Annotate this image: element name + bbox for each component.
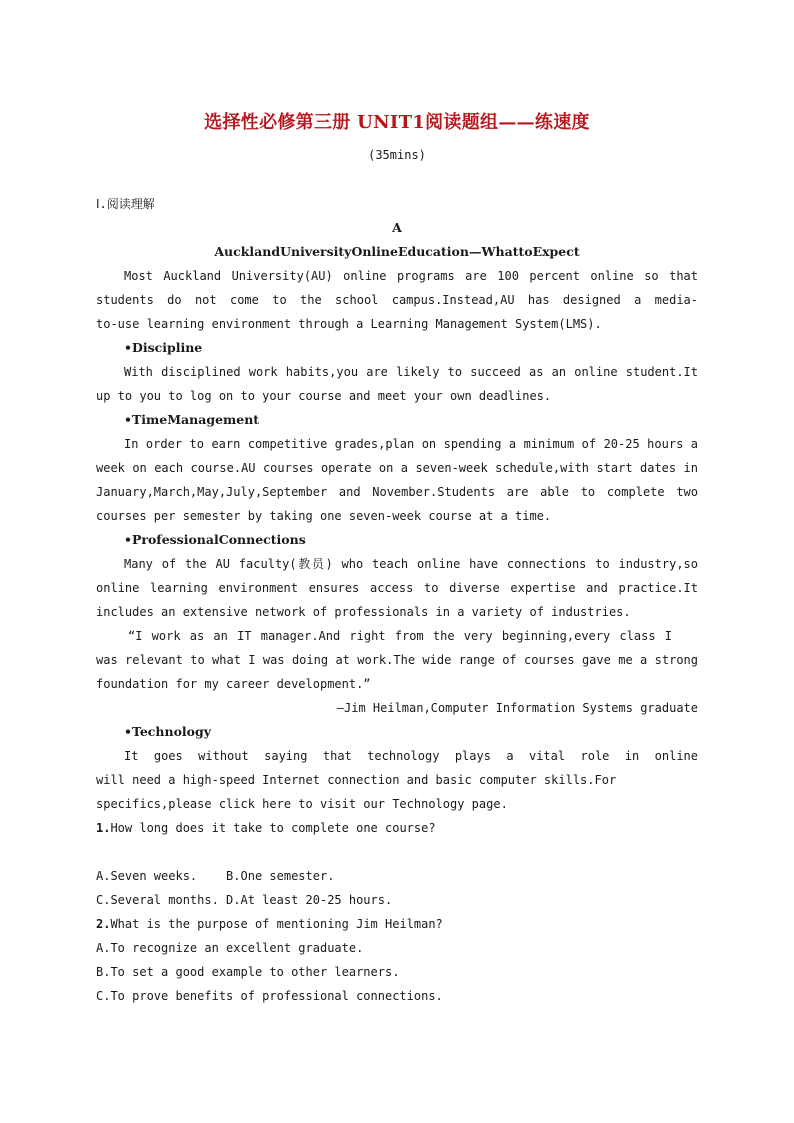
paragraph-line: will need a high-speed Internet connection and basic computer skills.For xyxy=(96,773,617,787)
section-heading-time-management: •TimeManagement xyxy=(124,412,260,427)
quote-author: —Jim Heilman,Computer Information Systems graduate xyxy=(336,701,698,715)
question-2-option-c: C.To prove benefits of professional connections. xyxy=(96,989,443,1003)
paragraph-line: students do not come to the school campus.Instead,AU has designed a media- xyxy=(96,293,698,307)
question-number: 2. xyxy=(96,917,111,931)
paragraph-line: courses per semester by taking one seven-week course at a time. xyxy=(96,509,552,523)
quote-line: was relevant to what I was doing at work.The wide range of courses gave me a strong xyxy=(96,653,698,667)
paragraph-line: online learning environment ensures access to diverse expertise and practice.It xyxy=(96,581,698,595)
question-2-option-a: A.To recognize an excellent graduate. xyxy=(96,941,364,955)
time-limit: (35mins) xyxy=(368,148,426,162)
passage-letter: A xyxy=(392,220,402,235)
section-heading-technology: •Technology xyxy=(124,724,212,739)
section-heading-professional-connections: •ProfessionalConnections xyxy=(124,532,306,547)
paragraph-line: includes an extensive network of professionals in a variety of industries. xyxy=(96,605,631,619)
question-1-options-row-1: A.Seven weeks. B.One semester. xyxy=(96,869,335,883)
question-1 xyxy=(96,816,698,840)
paragraph-line: With disciplined work habits,you are likely to succeed as an online student.It xyxy=(124,365,698,379)
quote-line: foundation for my career development.” xyxy=(96,677,371,691)
question-1-options-row-2: C.Several months. D.At least 20-25 hours. xyxy=(96,893,393,907)
question-number: 1. xyxy=(96,821,111,835)
paragraph-line: up to you to log on to your course and meet your own deadlines. xyxy=(96,389,552,403)
section-heading-discipline: •Discipline xyxy=(124,340,203,355)
paragraph-line: January,March,May,July,September and November.Students are able to complete two xyxy=(96,485,698,499)
paragraph-line: Most Auckland University(AU) online programs are 100 percent online so that xyxy=(124,269,698,283)
question-2-option-b: B.To set a good example to other learners. xyxy=(96,965,400,979)
question-text: What is the purpose of mentioning Jim Heilman? xyxy=(110,917,443,931)
paragraph-line: Many of the AU faculty(教员) who teach online have connections to industry,so xyxy=(124,557,698,571)
passage-title: AucklandUniversityOnlineEducation—WhattoExpect xyxy=(214,244,580,259)
page-title: 选择性必修第三册 UNIT1阅读题组——练速度 xyxy=(204,112,590,133)
question-text: How long does it take to complete one course? xyxy=(110,821,436,835)
section-label: Ⅰ.阅读理解 xyxy=(96,197,155,211)
paragraph-line: specifics,please click here to visit our Technology page. xyxy=(96,797,508,811)
paragraph-line: It goes without saying that technology plays a vital role in online xyxy=(124,749,698,763)
question-2 xyxy=(96,912,698,936)
paragraph-line: In order to earn competitive grades,plan on spending a minimum of 20-25 hours a xyxy=(124,437,698,451)
paragraph-line: to-use learning environment through a Learning Management System(LMS). xyxy=(96,317,602,331)
quote-line: “I work as an IT manager.And right from the very beginning,every class I xyxy=(128,629,672,643)
paragraph-line: week on each course.AU courses operate on a seven-week schedule,with start dates in xyxy=(96,461,698,475)
